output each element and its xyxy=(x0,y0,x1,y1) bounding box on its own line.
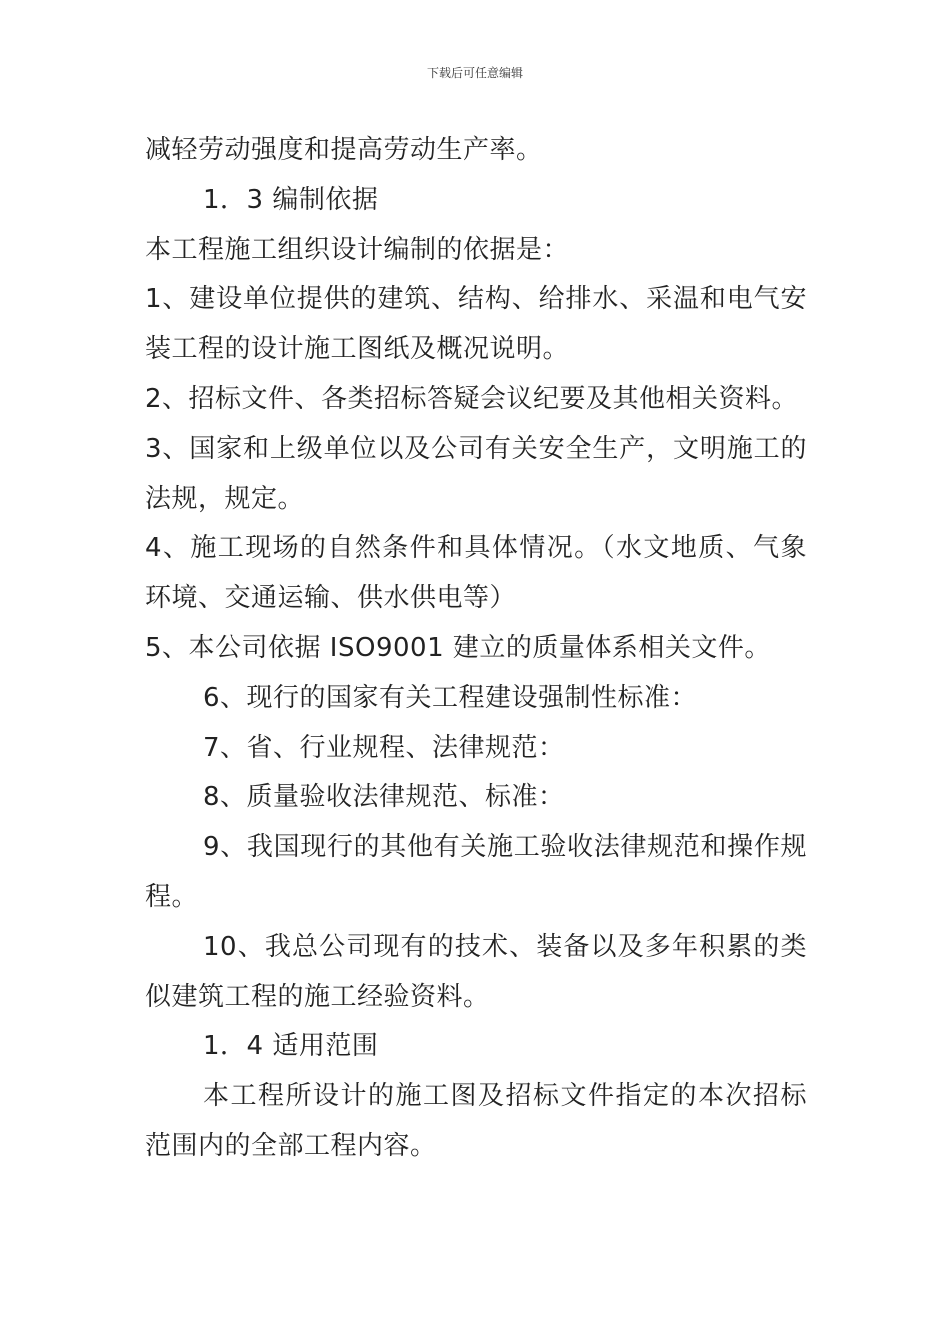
section-heading-1-3: 1．3 编制依据 xyxy=(203,184,379,215)
list-item: 3、国家和上级单位以及公司有关安全生产，文明施工的法规，规定。 xyxy=(145,433,807,514)
paragraph: 本工程所设计的施工图及招标文件指定的本次招标范围内的全部工程内容。 xyxy=(145,1081,807,1161)
list-item: 9、我国现行的其他有关施工验收法律规范和操作规程。 xyxy=(145,832,807,912)
paragraph: 本工程施工组织设计编制的依据是： xyxy=(145,234,570,265)
list-item: 2、招标文件、各类招标答疑会议纪要及其他相关资料。 xyxy=(145,383,799,414)
paragraph: 减轻劳动强度和提高劳动生产率。 xyxy=(145,135,543,165)
page-header-note: 下载后可任意编辑 xyxy=(426,66,523,80)
list-item: 5、本公司依据 ISO9001 建立的质量体系相关文件。 xyxy=(145,632,771,663)
document-body xyxy=(145,126,807,1172)
list-item: 4、施工现场的自然条件和具体情况。（水文地质、气象环境、交通运输、供水供电等） xyxy=(145,533,807,614)
list-item: 1、建设单位提供的建筑、结构、给排水、采温和电气安装工程的设计施工图纸及概况说明。 xyxy=(145,284,807,365)
list-item: 7、省、行业规程、法律规范： xyxy=(203,732,565,763)
list-item: 8、质量验收法律规范、标准： xyxy=(203,782,565,813)
section-heading-1-4: 1．4 适用范围 xyxy=(203,1031,379,1062)
list-item: 6、现行的国家有关工程建设强制性标准： xyxy=(203,682,698,713)
list-item: 10、我总公司现有的技术、装备以及多年积累的类似建筑工程的施工经验资料。 xyxy=(145,931,807,1012)
